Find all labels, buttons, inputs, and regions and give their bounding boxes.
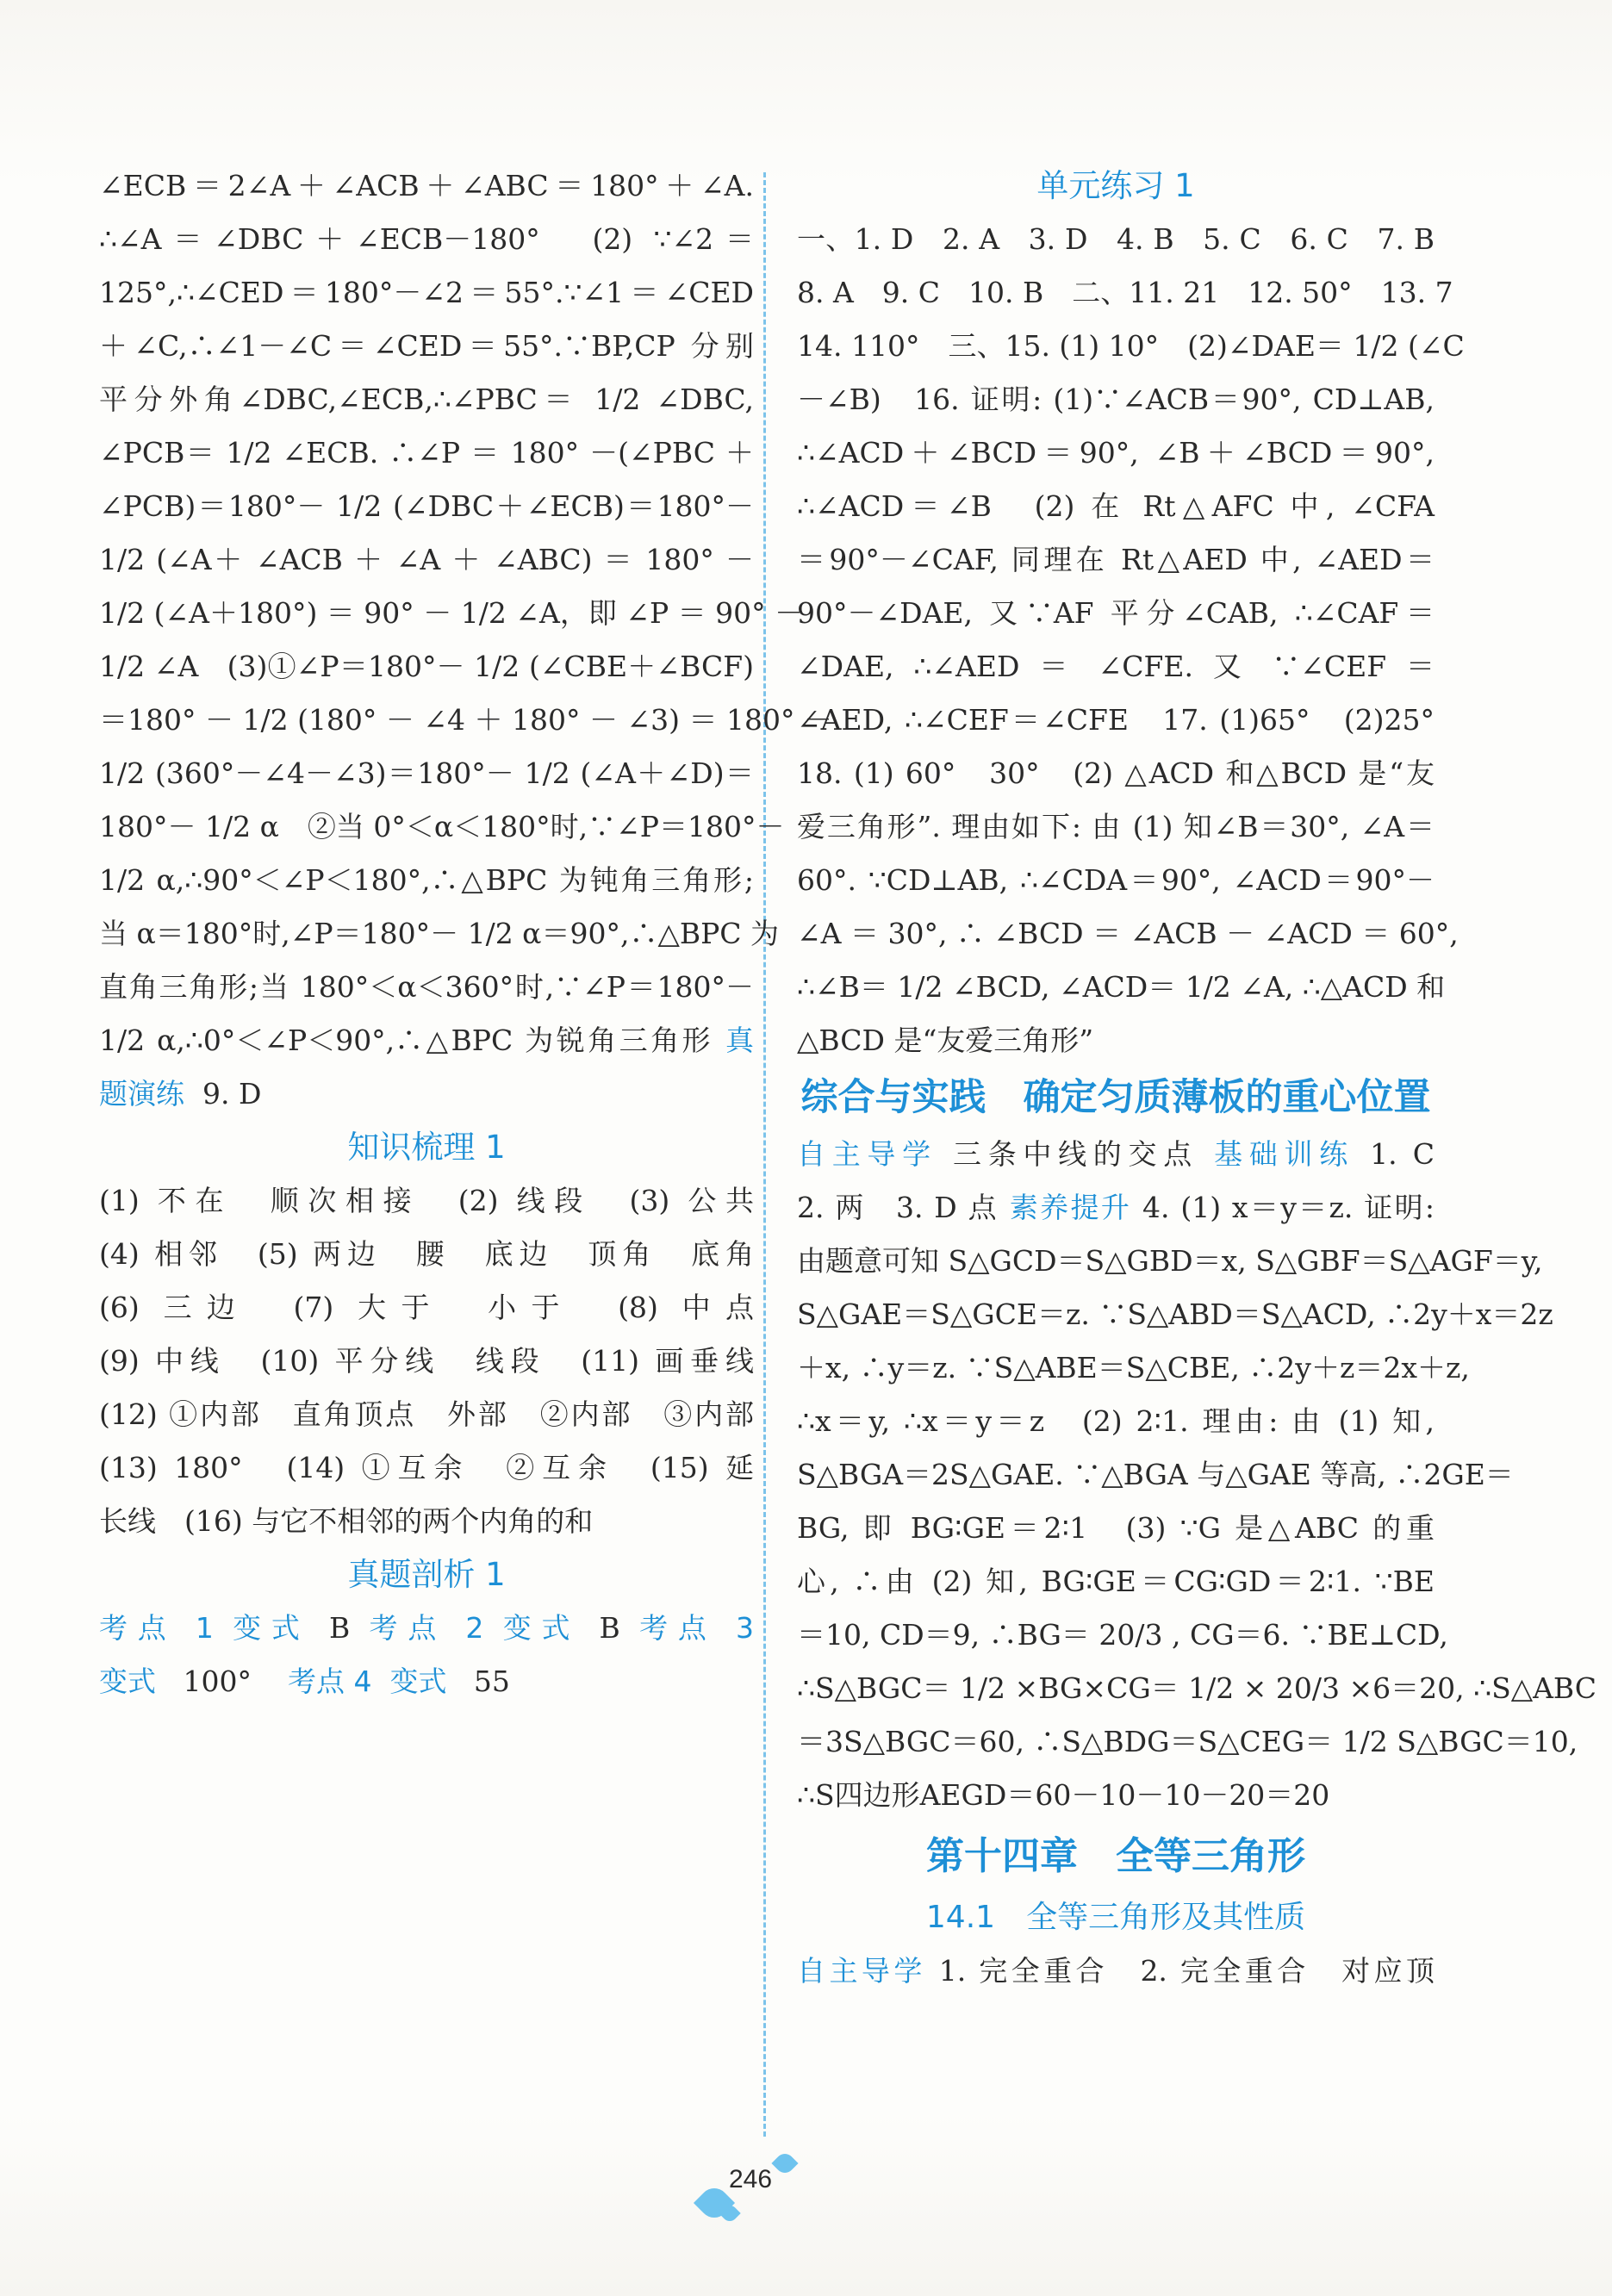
text-line: (1) 不在 顺次相接 (2) 线段 (3) 公共 (99, 1184, 754, 1217)
text-line: ∴∠B＝ 1/2 ∠BCD, ∠ACD＝ 1/2 ∠A, ∴△ACD 和 (797, 970, 1446, 1004)
text-line: ＝3S△BGC＝60, ∴S△BDG＝S△CEG＝ 1/2 S△BGC＝10, (797, 1725, 1578, 1758)
text-line (99, 1067, 754, 1121)
text-line: △BCD 是“友爱三角形” (797, 1024, 1094, 1057)
variant-label: 变式 (502, 1611, 581, 1645)
zhenti-title: 真题剖析 1 (347, 1556, 506, 1593)
text-line: (6) 三边 (7) 大于 小于 (8) 中点 (99, 1291, 754, 1324)
zhenti-tag: 真 (725, 1024, 754, 1057)
left-column (99, 159, 832, 1708)
text-line: ∠ECB＝2∠A＋∠ACB＋∠ABC＝180°＋∠A. (99, 169, 754, 202)
practice-line (797, 1128, 1435, 1181)
text-line: 1/2 (360°－∠4－∠3)＝180°－ 1/2 (∠A＋∠D)＝ (99, 756, 754, 790)
text-line: S△BGA＝2S△GAE. ∵△BGA 与△GAE 等高, ∴2GE＝ (797, 1458, 1514, 1491)
text-line: S△GAE＝S△GCE＝z. ∵S△ABD＝S△ACD, ∴2y＋x＝2z (797, 1297, 1553, 1331)
text-line: ∠PCB)＝180°－ 1/2 (∠DBC＋∠ECB)＝180°－ (99, 489, 754, 523)
column-divider (763, 172, 766, 2137)
section-answer: 1. 完全重合 2. 完全重合 对应顶 (938, 1954, 1435, 1988)
text-line: 125°,∴∠CED＝180°－∠2＝55°.∵∠1＝∠CED (99, 276, 754, 309)
text-line: ∴x＝y, ∴x＝y＝z (2) 2∶1. 理由: 由 (1) 知, (797, 1404, 1435, 1438)
kaodian-row (99, 1655, 754, 1708)
text-line: ＝90°－∠CAF, 同理在 Rt△AED 中, ∠AED＝ (797, 543, 1435, 576)
variant-answer: 55 (473, 1664, 510, 1698)
text-line: 1/2 (∠A＋ ∠ACB ＋ ∠A ＋ ∠ABC) ＝ 180° － (99, 543, 754, 576)
variant-answer: B (329, 1611, 351, 1645)
text-line: ∠AED, ∴∠CEF＝∠CFE 17. (1)65° (2)25° (797, 703, 1435, 737)
text-line: 一、1. D 2. A 3. D 4. B 5. C 6. C 7. B (797, 222, 1435, 256)
text-line: 平分外角∠DBC,∠ECB,∴∠PBC＝ 1/2 ∠DBC, (99, 383, 754, 416)
text-line: 8. A 9. C 10. B 二、11. 21 12. 50° 13. 7 (797, 276, 1453, 309)
kaodian-tag: 考点 1 (99, 1611, 214, 1645)
section-title: 14.1 全等三角形及其性质 (925, 1900, 1306, 1935)
text-line: (12) ①内部 直角顶点 外部 ②内部 ③内部 (99, 1397, 754, 1431)
text-line: ∴∠A＝∠DBC＋∠ECB－180° (2) ∵∠2＝ (99, 222, 754, 256)
text-line: ＋x, ∴y＝z. ∵S△ABE＝S△CBE, ∴2y＋z＝2x＋z, (797, 1351, 1470, 1384)
text-line: ＝180° － 1/2 (180° － ∠4 ＋ 180° － ∠3) ＝ 180° － (99, 703, 832, 737)
text-line: －∠B) 16. 证明: (1)∵∠ACB＝90°, CD⊥AB, (797, 383, 1435, 416)
text-line: ＋∠C,∴∠1－∠C＝∠CED＝55°.∵BP,CP 分别 (99, 329, 754, 363)
practice-answer: 三条中线的交点 (953, 1137, 1198, 1171)
practice-answer: 4. (1) x＝y＝z. 证明: (1142, 1191, 1435, 1224)
text-line: BG, 即 BG∶GE＝2∶1 (3) ∵G 是△ABC 的重 (797, 1511, 1435, 1545)
text-line: (13) 180° (14) ①互余 ②互余 (15) 延 (99, 1451, 754, 1484)
unit-title: 单元练习 1 (1036, 167, 1195, 204)
text-line: ＝10, CD＝9, ∴BG＝ 20/3 , CG＝6. ∵BE⊥CD, (797, 1618, 1448, 1652)
text-line: ∴∠ACD＋∠BCD＝90°, ∠B＋∠BCD＝90°, (797, 436, 1435, 470)
text-line: (9) 中线 (10) 平分线 线段 (11) 画垂线 (99, 1344, 754, 1378)
practice-line (797, 1181, 1435, 1235)
zhenti-tag-continued: 题演练 (99, 1077, 184, 1111)
right-column (797, 159, 1597, 1998)
chapter-title: 第十四章 全等三角形 (926, 1834, 1305, 1878)
kaodian-tag: 考点 3 (639, 1611, 754, 1645)
zhishi-title: 知识梳理 1 (347, 1129, 506, 1166)
text-line: (4) 相邻 (5) 两边 腰 底边 顶角 底角 (99, 1237, 754, 1271)
kaodian-row (99, 1602, 754, 1655)
text-line: 由题意可知 S△GCD＝S△GBD＝x, S△GBF＝S△AGF＝y, (797, 1244, 1543, 1278)
text-line: 1/2 α,∴90°＜∠P＜180°,∴△BPC 为钝角三角形; (99, 863, 754, 897)
practice-title: 综合与实践 确定匀质薄板的重心位置 (800, 1076, 1431, 1119)
text-line: ∴∠ACD＝∠B (2) 在 Rt△AFC 中, ∠CFA (797, 489, 1435, 523)
text-line: 长线 (16) 与它不相邻的两个内角的和 (99, 1504, 594, 1538)
text-fragment: 1/2 α,∴0°＜∠P＜90°,∴△BPC 为锐角三角形 (99, 1024, 714, 1057)
suyang-tag: 素养提升 (1009, 1191, 1132, 1224)
text-line: 爱三角形”. 理由如下: 由 (1) 知∠B＝30°, ∠A＝ (797, 810, 1435, 843)
variant-label: 变式 (233, 1611, 310, 1645)
variant-answer: B (599, 1611, 620, 1645)
text-line: ∠A ＝ 30°, ∴ ∠BCD ＝ ∠ACB － ∠ACD ＝ 60°, (797, 917, 1459, 950)
kaodian-tag: 考点 4 (287, 1664, 372, 1698)
kaodian-tag: 考点 2 (369, 1611, 484, 1645)
text-line: ∠DAE, ∴∠AED ＝ ∠CFE. 又 ∵∠CEF ＝ (797, 650, 1435, 683)
text-line: 1/2 ∠A (3)①∠P＝180°－ 1/2 (∠CBE＋∠BCF) (99, 650, 754, 683)
text-line: ∴S△BGC＝ 1/2 ×BG×CG＝ 1/2 × 20/3 ×6＝20, ∴S△ABC (797, 1671, 1597, 1705)
variant-label: 变式 (389, 1664, 447, 1698)
variant-answer: 100° (183, 1664, 252, 1698)
zizhu-tag: 自主导学 (797, 1137, 937, 1171)
text-line: 90°－∠DAE, 又∵AF 平分∠CAB, ∴∠CAF＝ (797, 596, 1435, 630)
jichu-tag: 基础训练 (1214, 1137, 1354, 1171)
page-number: 246 (728, 2165, 773, 2193)
text-line (99, 1014, 754, 1067)
text-line: 1/2 (∠A＋180°) ＝ 90° － 1/2 ∠A，即 ∠P ＝ 90° － (99, 596, 804, 630)
text-line: 直角三角形;当 180°＜α＜360°时,∵∠P＝180°－ (99, 970, 754, 1004)
variant-label: 变式 (99, 1664, 156, 1698)
text-line: ∴S四边形AEGD＝60－10－10－20＝20 (797, 1778, 1330, 1812)
text-line: 当 α＝180°时,∠P＝180°－ 1/2 α＝90°,∴△BPC 为 (99, 917, 780, 950)
text-line: 心, ∴由 (2) 知, BG∶GE＝CG∶GD＝2∶1. ∵BE (797, 1565, 1435, 1598)
text-line: 14. 110° 三、15. (1) 10° (2)∠DAE＝ 1/2 (∠C (797, 329, 1465, 363)
practice-answer: 1. C (1370, 1137, 1435, 1171)
text-line: ∠PCB＝ 1/2 ∠ECB. ∴∠P ＝ 180° －(∠PBC ＋ (99, 436, 754, 470)
text-line: 18. (1) 60° 30° (2) △ACD 和△BCD 是“友 (797, 756, 1435, 790)
section-line (797, 1944, 1435, 1998)
text-line: 60°. ∵CD⊥AB, ∴∠CDA＝90°, ∠ACD＝90°－ (797, 863, 1435, 897)
text-line: 180°－ 1/2 α ②当 0°＜α＜180°时,∵∠P＝180°－ (99, 810, 785, 843)
zhenti-answer: 9. D (202, 1077, 262, 1111)
practice-answer: 2. 两 3. D 点 (797, 1191, 999, 1224)
zizhu-tag: 自主导学 (797, 1954, 926, 1988)
